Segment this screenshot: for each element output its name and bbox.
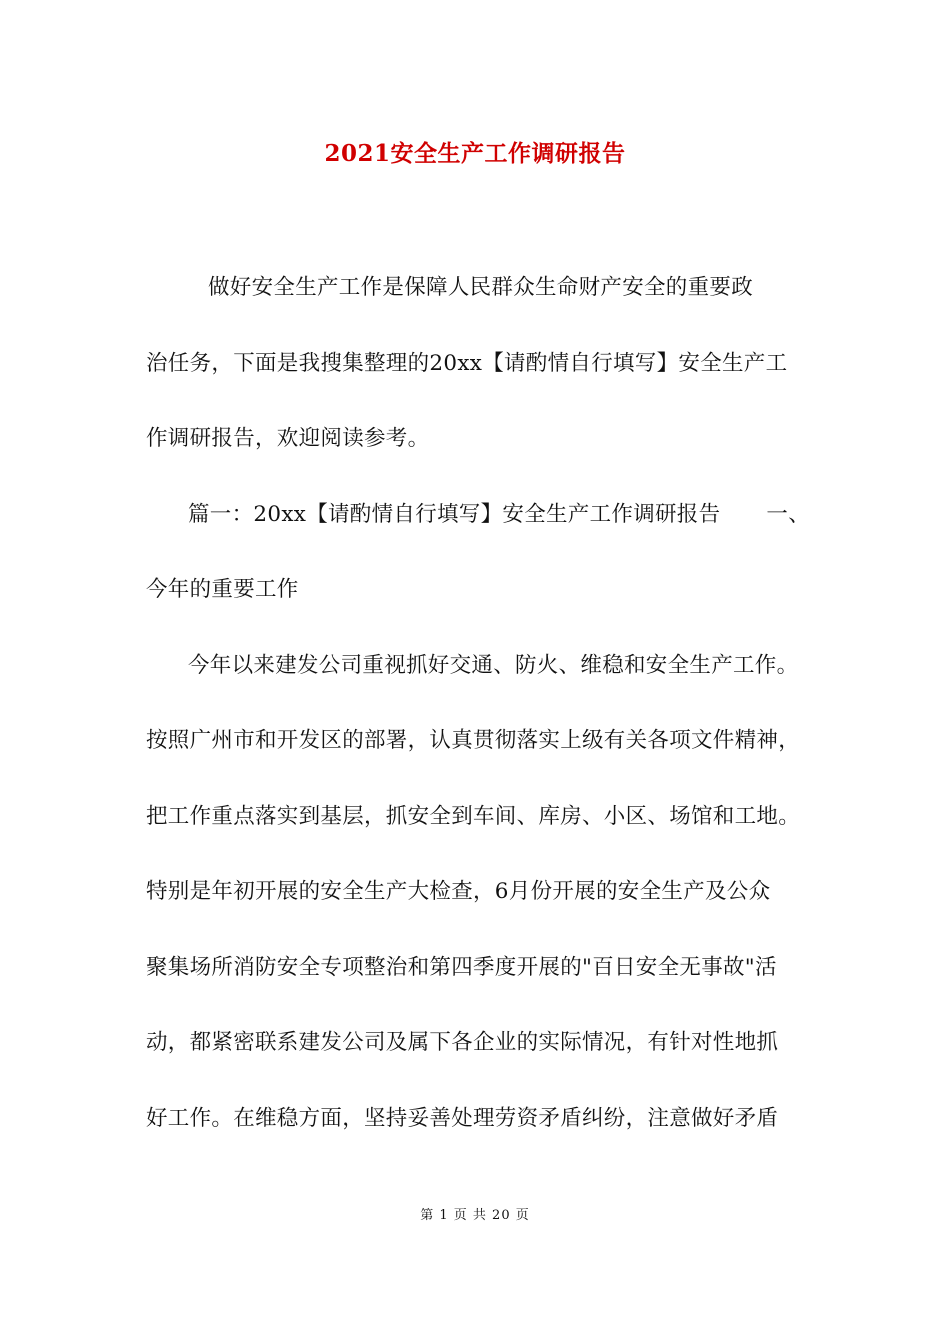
section-heading: 篇一：20xx【请酌情自行填写】安全生产工作调研报告 — [188, 501, 721, 527]
document-title: 2021安全生产工作调研报告 — [324, 140, 626, 167]
document-body — [146, 270, 826, 1176]
paragraph-line: 作调研报告，欢迎阅读参考。 — [146, 426, 430, 451]
paragraph-line: 特别是年初开展的安全生产大检查，6月份开展的安全生产及公众 — [146, 879, 771, 904]
paragraph-line: 今年以来建发公司重视抓好交通、防火、维稳和安全生产工作。 — [188, 652, 799, 678]
paragraph-line: 治任务，下面是我搜集整理的20xx【请酌情自行填写】安全生产工 — [146, 350, 788, 376]
paragraph-line: 聚集场所消防安全专项整治和第四季度开展的"百日安全无事故"活 — [146, 954, 777, 980]
paragraph-line: 好工作。在维稳方面，坚持妥善处理劳资矛盾纠纷，注意做好矛盾 — [146, 1105, 779, 1131]
paragraph-line: 按照广州市和开发区的部署，认真贯彻落实上级有关各项文件精神， — [146, 728, 801, 753]
section-number: 一、 — [766, 501, 811, 527]
paragraph-line: 把工作重点落实到基层，抓安全到车间、库房、小区、场馆和工地。 — [146, 803, 801, 829]
paragraph-line: 今年的重要工作 — [146, 577, 299, 602]
paragraph-line: 动，都紧密联系建发公司及属下各企业的实际情况，有针对性地抓 — [146, 1030, 779, 1055]
page-number-footer: 第 1 页 共 20 页 — [420, 1208, 530, 1223]
paragraph-line — [146, 497, 826, 573]
paragraph-line: 做好安全生产工作是保障人民群众生命财产安全的重要政 — [208, 275, 754, 300]
